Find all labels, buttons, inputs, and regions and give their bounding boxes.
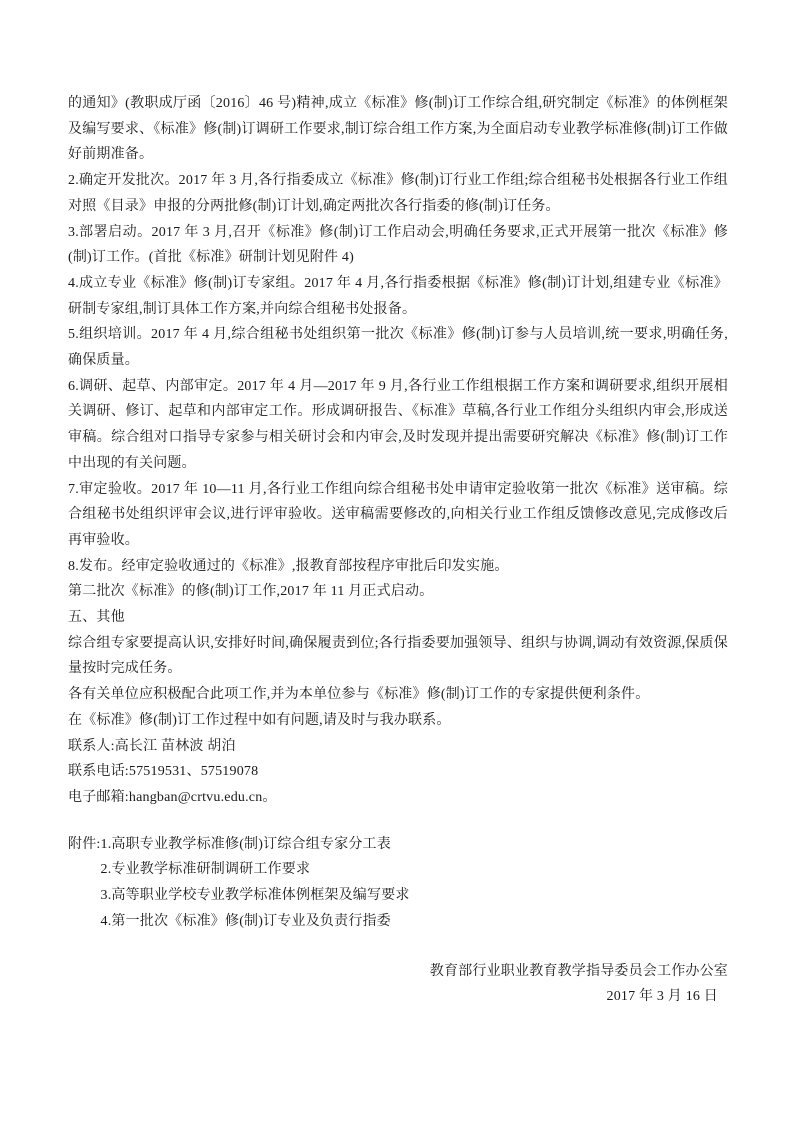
signature-block [68,959,728,1010]
document-body [68,91,728,1010]
body-paragraph-second-batch: 第二批次《标准》的修(制)订工作,2017 年 11 月正式启动。 [68,584,434,600]
body-paragraph-questions: 在《标准》修(制)订工作过程中如有问题,请及时与我办联系。 [68,712,451,728]
contact-person: 联系人:高长江 苗林波 胡泊 [68,738,236,754]
body-paragraph-item-4: 4.成立专业《标准》修(制)订专家组。2017 年 4 月,各行指委根据《标准》修(制)订计划,组建专业《标准》研制专家组,制订具体工作方案,并向综合组秘书处报备。 [68,275,728,317]
body-paragraph-item-2: 2.确定开发批次。2017 年 3 月,各行指委成立《标准》修(制)订行业工作组;综合组秘书处根据各行业工作组对照《目录》申报的分两批修(制)订计划,确定两批次各行指委的修(制)订任务。 [68,173,728,214]
contact-email: 电子邮箱:hangban@crtvu.edu.cn。 [68,789,277,805]
signature-date: 2017 年 3 月 16 日 [606,989,718,1005]
attachments-label: 附件: [68,836,101,852]
attachments-list [101,832,729,935]
body-paragraph-item-6: 6.调研、起草、内部审定。2017 年 4 月—2017 年 9 月,各行业工作组根据工作方案和调研要求,组织开展相关调研、修订、起草和内部审定工作。形成调研报告、《标准》草稿,各行业工作组分头组织内审会,形成送审稿。综合组对口指导专家参与相关研讨会和内审会,及时发现并提出需要研究解决《标准》修(制)订工作中出现的有关问题。 [68,378,728,471]
signature-office: 教育部行业职业教育教学指导委员会工作办公室 [429,963,728,979]
attachments-block [68,832,728,935]
body-paragraph-units: 各有关单位应积极配合此项工作,并为本单位参与《标准》修(制)订工作的专家提供便利条件。 [68,687,650,703]
body-paragraph-item-5: 5.组织培训。2017 年 4 月,综合组秘书处组织第一批次《标准》修(制)订参与人员培训,统一要求,明确任务,确保质量。 [68,327,728,369]
body-paragraph-item-8: 8.发布。经审定验收通过的《标准》,报教育部按程序审批后印发实施。 [68,558,509,574]
body-paragraph-item-3: 3.部署启动。2017 年 3 月,召开《标准》修(制)订工作启动会,明确任务要求,正式开展第一批次《标准》修(制)订工作。(首批《标准》研制计划见附件 4) [68,224,728,266]
attachment-item-3: 3.高等职业学校专业教学标准体例框架及编写要求 [100,888,410,904]
contact-phone: 联系电话:57519531、57519078 [68,764,259,780]
attachment-item-4: 4.第一批次《标准》修(制)订专业及负责行指委 [100,913,391,929]
attachment-item-2: 2.专业教学标准研制调研工作要求 [100,862,311,878]
attachment-item-1: 1.高职专业教学标准修(制)订综合组专家分工表 [100,836,391,852]
body-paragraph-continuation: 的通知》(教职成厅函〔2016〕46 号)精神,成立《标准》修(制)订工作综合组,研究制定《标准》的体例框架及编写要求、《标准》修(制)订调研工作要求,制订综合组工作方案,为全面启动专业教学标准修(制)订工作做好前期准备。 [68,96,728,163]
section-heading-other: 五、其他 [68,610,125,626]
body-paragraph-experts: 综合组专家要提高认识,安排好时间,确保履责到位;各行指委要加强领导、组织与协调,调动有效资源,保质保量按时完成任务。 [68,635,728,677]
body-paragraph-item-7: 7.审定验收。2017 年 10—11 月,各行业工作组向综合组秘书处申请审定验收第一批次《标准》送审稿。综合组秘书处组织评审会议,进行评审验收。送审稿需要修改的,向相关行业工作组反馈修改意见,完成修改后再审验收。 [68,481,728,548]
